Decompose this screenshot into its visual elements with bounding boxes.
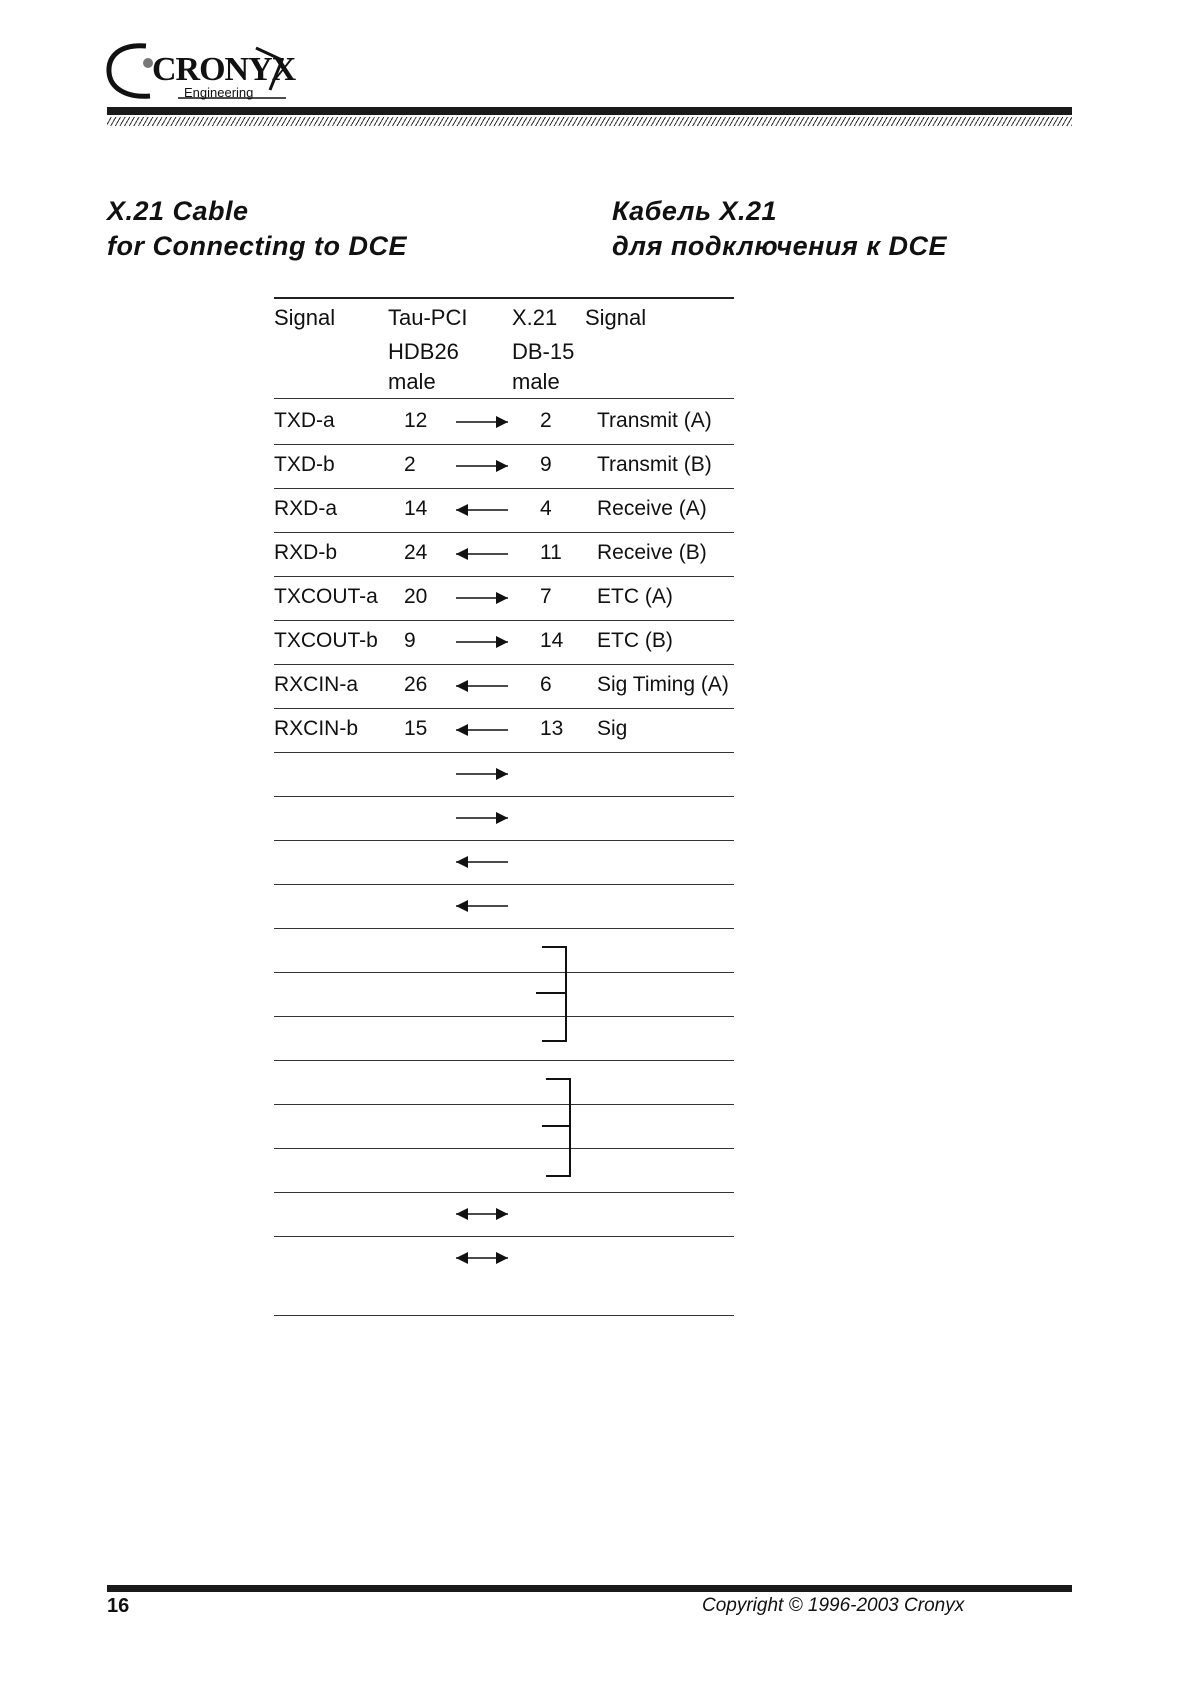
arrow-left-icon bbox=[452, 896, 512, 916]
tau-pin: 24 bbox=[404, 541, 428, 564]
table-row bbox=[274, 400, 734, 445]
arrow-both-icon bbox=[452, 1248, 512, 1268]
arrow-left-icon bbox=[452, 676, 512, 696]
x21-signal-name: ETC (A) bbox=[597, 585, 673, 608]
header-signal-2: Signal bbox=[585, 305, 647, 330]
table-row bbox=[274, 532, 734, 577]
tau-pin: 2 bbox=[404, 453, 416, 476]
signal-name: TXD-b bbox=[274, 453, 335, 476]
header-signal: Signal bbox=[274, 305, 336, 330]
arrow-right-icon bbox=[452, 588, 512, 608]
title-ru-line-2: для подключения к DCE bbox=[612, 231, 948, 261]
tau-pin: 26 bbox=[404, 673, 428, 696]
x21-pin: 14 bbox=[540, 629, 564, 652]
loopback-bracket-1 bbox=[530, 944, 570, 1044]
table-row bbox=[274, 1236, 734, 1316]
title-russian bbox=[612, 194, 947, 264]
x21-pin: 11 bbox=[540, 541, 562, 564]
header-tau-1: Tau-PCI bbox=[388, 305, 468, 330]
table-row bbox=[274, 840, 734, 885]
loopback-bracket-2 bbox=[532, 1076, 572, 1180]
arrow-left-icon bbox=[452, 500, 512, 520]
table-row bbox=[274, 972, 734, 1017]
tau-pin: 15 bbox=[404, 717, 428, 740]
x21-signal-name: ETC (B) bbox=[597, 629, 673, 652]
x21-signal-name: Sig bbox=[597, 717, 628, 740]
tau-pin: 14 bbox=[404, 497, 428, 520]
x21-pin: 9 bbox=[540, 453, 552, 476]
table-row bbox=[274, 444, 734, 489]
header-rule bbox=[107, 107, 1072, 115]
arrow-right-icon bbox=[452, 808, 512, 828]
table-row bbox=[274, 1192, 734, 1237]
table-row bbox=[274, 664, 734, 709]
x21-signal-name: Receive (B) bbox=[597, 541, 707, 564]
header-x21-3: male bbox=[512, 369, 560, 394]
header-bottom-rule bbox=[274, 354, 734, 399]
footer-rule bbox=[107, 1585, 1072, 1592]
header-tau-3: male bbox=[388, 369, 436, 394]
title-en-line-2: for Connecting to DCE bbox=[107, 231, 407, 261]
x21-pin: 4 bbox=[540, 497, 552, 520]
signal-name: RXD-a bbox=[274, 497, 338, 520]
table-row bbox=[274, 576, 734, 621]
header-hatch bbox=[107, 117, 1072, 126]
signal-name: RXD-b bbox=[274, 541, 338, 564]
arrow-left-icon bbox=[452, 720, 512, 740]
logo-subtext: Engineering bbox=[184, 85, 254, 100]
arrow-right-icon bbox=[452, 764, 512, 784]
table-row bbox=[274, 752, 734, 797]
title-english bbox=[107, 194, 407, 264]
table-row bbox=[274, 488, 734, 533]
arrow-left-icon bbox=[452, 544, 512, 564]
table-row bbox=[274, 620, 734, 665]
x21-signal-name: Receive (A) bbox=[597, 497, 707, 520]
signal-name: TXCOUT-a bbox=[274, 585, 378, 608]
table-row bbox=[274, 796, 734, 841]
arrow-right-icon bbox=[452, 632, 512, 652]
x21-pin: 7 bbox=[540, 585, 552, 608]
title-en-line-1: X.21 Cable bbox=[107, 196, 249, 226]
table-row bbox=[274, 1148, 734, 1193]
arrow-both-icon bbox=[452, 1204, 512, 1224]
cronyx-logo bbox=[106, 40, 306, 102]
logo-text: CRONYX bbox=[152, 51, 296, 88]
table-row bbox=[274, 884, 734, 929]
header-x21-2: DB-15 bbox=[512, 339, 575, 364]
x21-signal-name: Transmit (B) bbox=[597, 453, 712, 476]
x21-signal-name: Transmit (A) bbox=[597, 409, 712, 432]
table-top-rule bbox=[274, 297, 734, 299]
page-number: 16 bbox=[107, 1595, 130, 1617]
tau-pin: 9 bbox=[404, 629, 416, 652]
signal-name: RXCIN-b bbox=[274, 717, 359, 740]
table-row bbox=[274, 708, 734, 753]
x21-pin: 13 bbox=[540, 717, 564, 740]
signal-name: TXD-a bbox=[274, 409, 335, 432]
tau-pin: 12 bbox=[404, 409, 428, 432]
arrow-right-icon bbox=[452, 456, 512, 476]
signal-name: TXCOUT-b bbox=[274, 629, 378, 652]
table-row bbox=[274, 1016, 734, 1061]
header-tau-2: HDB26 bbox=[388, 339, 459, 364]
arrow-right-icon bbox=[452, 412, 512, 432]
copyright: Copyright © 1996-2003 Cronyx bbox=[702, 1595, 965, 1616]
header-x21-1: X.21 bbox=[512, 305, 558, 330]
table-row bbox=[274, 1060, 734, 1105]
x21-pin: 2 bbox=[540, 409, 552, 432]
tau-pin: 20 bbox=[404, 585, 428, 608]
signal-name: RXCIN-a bbox=[274, 673, 359, 696]
arrow-left-icon bbox=[452, 852, 512, 872]
title-ru-line-1: Кабель X.21 bbox=[612, 196, 778, 226]
x21-pin: 6 bbox=[540, 673, 552, 696]
x21-signal-name: Sig Timing (A) bbox=[597, 673, 729, 696]
table-row bbox=[274, 1104, 734, 1149]
table-row bbox=[274, 928, 734, 973]
